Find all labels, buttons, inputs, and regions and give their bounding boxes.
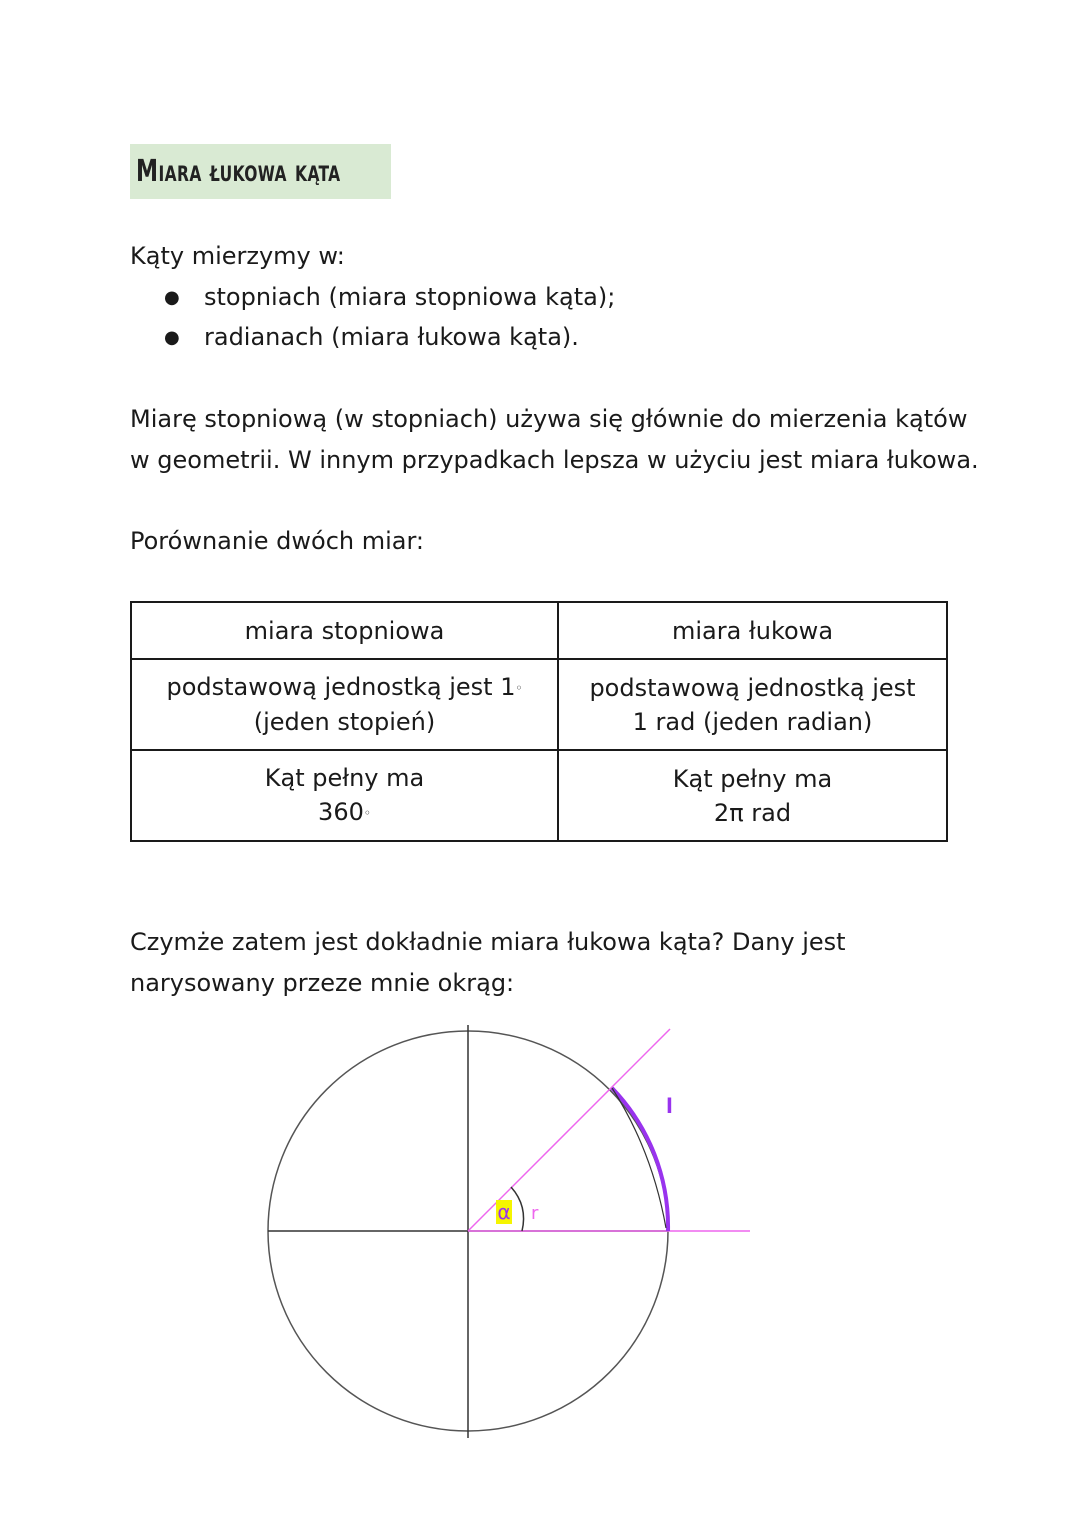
- paragraph-line-1: Miarę stopniową (w stopniach) używa się głównie do mierzenia kątów: [130, 405, 968, 433]
- degree-symbol: ◦: [363, 806, 371, 820]
- arc-length-highlight: [612, 1088, 668, 1231]
- radius-label: r: [531, 1203, 539, 1224]
- cell-text: Kąt pełny ma: [264, 764, 425, 792]
- table-header-cell: miara łukowa: [558, 602, 947, 659]
- angle-marker-arc: [511, 1187, 524, 1231]
- cell-text: (jeden stopień): [253, 708, 436, 736]
- bullet-icon: ●: [164, 327, 180, 348]
- question-line-1: Czymże zatem jest dokładnie miara łukowa kąta? Dany jest: [130, 928, 846, 956]
- cell-text: Kąt pełny ma: [672, 764, 833, 793]
- page-title: Miara łukowa kąta: [136, 154, 341, 189]
- alpha-label: α: [497, 1200, 511, 1224]
- comparison-label: Porównanie dwóch miar:: [130, 527, 425, 555]
- cell-text: podstawową jednostką jest 1: [166, 673, 516, 701]
- cell-text: 1 rad (jeden radian): [632, 707, 873, 736]
- table-header-cell: miara stopniowa: [131, 602, 558, 659]
- intro-text: Kąty mierzymy w:: [130, 242, 345, 270]
- cell-text: podstawową jednostką jest: [589, 673, 916, 702]
- cell-text: 360: [318, 798, 364, 826]
- cell-text: 2π rad: [713, 798, 792, 827]
- list-item-text: stopniach (miara stopniowa kąta);: [204, 283, 616, 311]
- degree-symbol: ◦: [515, 681, 523, 695]
- bullet-icon: ●: [164, 287, 180, 308]
- list-item-text: radianach (miara łukowa kąta).: [204, 323, 579, 351]
- question-line-2: narysowany przeze mnie okrąg:: [130, 969, 515, 997]
- arc-length-label: l: [666, 1094, 673, 1118]
- paragraph-line-2: w geometrii. W innym przypadkach lepsza w użyciu jest miara łukowa.: [130, 446, 979, 474]
